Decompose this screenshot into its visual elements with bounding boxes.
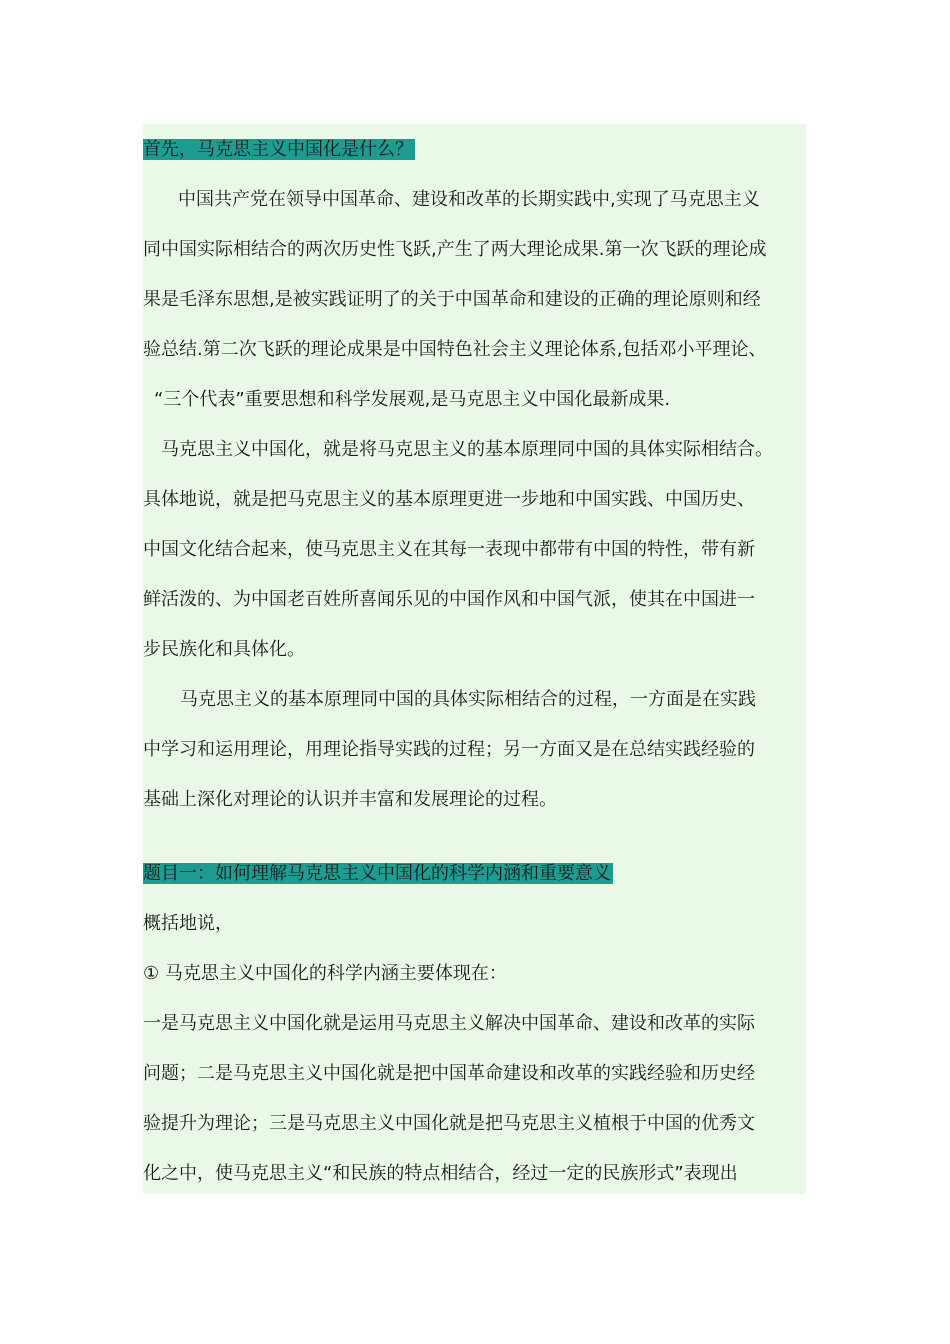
paragraph-line: 马克思主义的基本原理同中国的具体实际相结合的过程，一方面是在实践	[180, 689, 756, 710]
heading-highlight: 首先，马克思主义中国化是什么？	[143, 139, 413, 160]
paragraph-line: 中学习和运用理论，用理论指导实践的过程；另一方面又是在总结实践经验的	[143, 739, 755, 760]
paragraph-line: 果是毛泽东思想,是被实践证明了的关于中国革命和建设的正确的理论原则和经	[143, 289, 761, 310]
paragraph-line: 化之中，使马克思主义“和民族的特点相结合，经过一定的民族形式”表现出	[143, 1163, 738, 1184]
heading-question-one	[143, 861, 613, 887]
paragraph-line: 验总结.第二次飞跃的理论成果是中国特色社会主义理论体系,包括邓小平理论、	[143, 339, 767, 360]
paragraph-line: 具体地说，就是把马克思主义的基本原理更进一步地和中国实践、中国历史、	[143, 489, 755, 510]
paragraph-line: 问题；二是马克思主义中国化就是把中国革命建设和改革的实践经验和历史经	[143, 1063, 755, 1084]
paragraph-line: 同中国实际相结合的两次历史性飞跃,产生了两大理论成果.第一次飞跃的理论成	[143, 239, 767, 260]
list-item-marker-line: ① 马克思主义中国化的科学内涵主要体现在：	[143, 963, 507, 984]
paragraph-line: 步民族化和具体化。	[143, 639, 305, 660]
paragraph-line: “三个代表”重要思想和科学发展观,是马克思主义中国化最新成果.	[154, 389, 671, 410]
paragraph-line: 中国文化结合起来，使马克思主义在其每一表现中都带有中国的特性，带有新	[143, 539, 755, 560]
paragraph-line: 中国共产党在领导中国革命、建设和改革的长期实践中,实现了马克思主义	[178, 189, 760, 210]
paragraph-line: 基础上深化对理论的认识并丰富和发展理论的过程。	[143, 789, 557, 810]
heading-what-is-sinicization	[143, 137, 415, 163]
paragraph-line: 概括地说，	[143, 913, 233, 934]
paragraph-line: 鲜活泼的、为中国老百姓所喜闻乐见的中国作风和中国气派，使其在中国进一	[143, 589, 755, 610]
paragraph-line: 验提升为理论；三是马克思主义中国化就是把马克思主义植根于中国的优秀文	[143, 1113, 755, 1134]
paragraph-line: 一是马克思主义中国化就是运用马克思主义解决中国革命、建设和改革的实际	[143, 1013, 755, 1034]
heading-highlight: 题目一：如何理解马克思主义中国化的科学内涵和重要意义	[143, 863, 611, 884]
paragraph-line: 马克思主义中国化，就是将马克思主义的基本原理同中国的具体实际相结合。	[161, 439, 773, 460]
